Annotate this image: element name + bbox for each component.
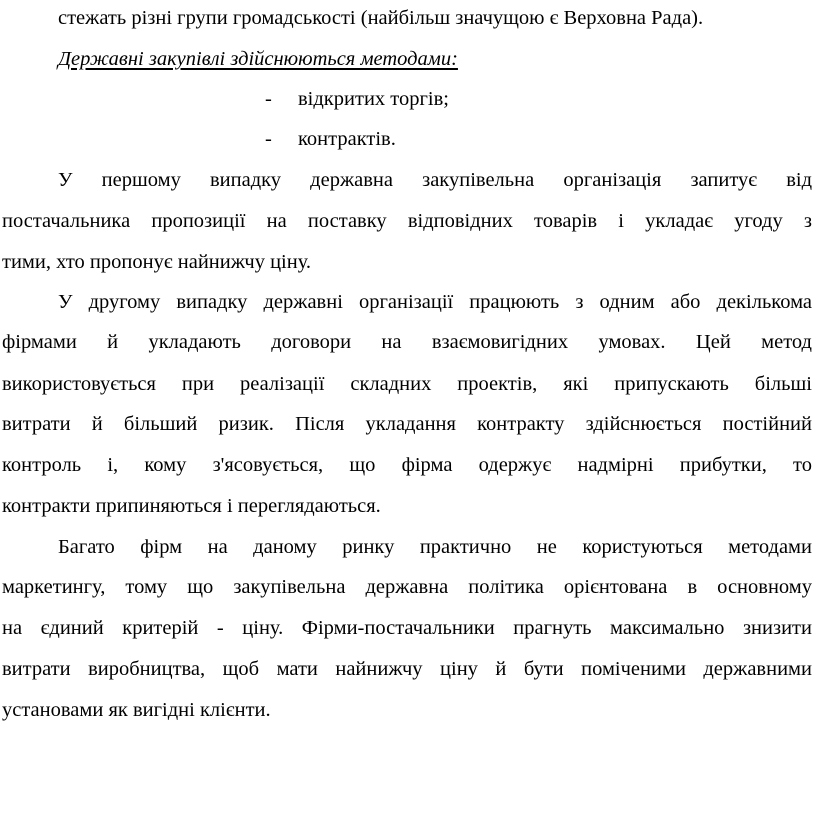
paragraph-3-line: Багато фірм на даному ринку практично не користуються методами [58,536,812,558]
list-item: контрактів. [298,128,396,150]
paragraph-2-line: контракти припиняються і переглядаються. [2,495,381,517]
methods-heading: Державні закупівлі здійснюються методами: [58,48,458,70]
paragraph-1-line: У першому випадку державна закупівельна організація запитує від [58,169,812,191]
paragraph-2-line: У другому випадку державні організації працюють з одним або декількома [58,291,812,313]
paragraph-1-line: постачальника пропозиції на поставку відповідних товарів і укладає угоду з [2,210,812,232]
paragraph-3-line: на єдиний критерій - ціну. Фірми-постачальники прагнуть максимально знизити [2,617,812,639]
list-item: відкритих торгів; [298,88,449,110]
paragraph-2-line: контроль і, кому з'ясовується, що фірма одержує надмірні прибутки, то [2,454,812,476]
list-bullet: - [265,128,272,150]
paragraph-2-line: фірмами й укладають договори на взаємовигідних умовах. Цей метод [2,331,812,353]
paragraph-3-line: маркетингу, тому що закупівельна державна політика орієнтована в основному [2,576,812,598]
paragraph-2-line: витрати й більший ризик. Після укладання контракту здійснюється постійний [2,413,812,435]
paragraph-3-line: установами як вигідні клієнти. [2,699,271,721]
paragraph-2-line: використовується при реалізації складних проектів, які припускають більші [2,373,812,395]
paragraph-3-line: витрати виробництва, щоб мати найнижчу ціну й бути поміченими державними [2,658,812,680]
top-line: стежать різні групи громадськості (найбільш значущою є Верховна Рада). [58,7,704,29]
paragraph-1-line: тими, хто пропонує найнижчу ціну. [2,251,312,273]
list-bullet: - [265,88,272,110]
